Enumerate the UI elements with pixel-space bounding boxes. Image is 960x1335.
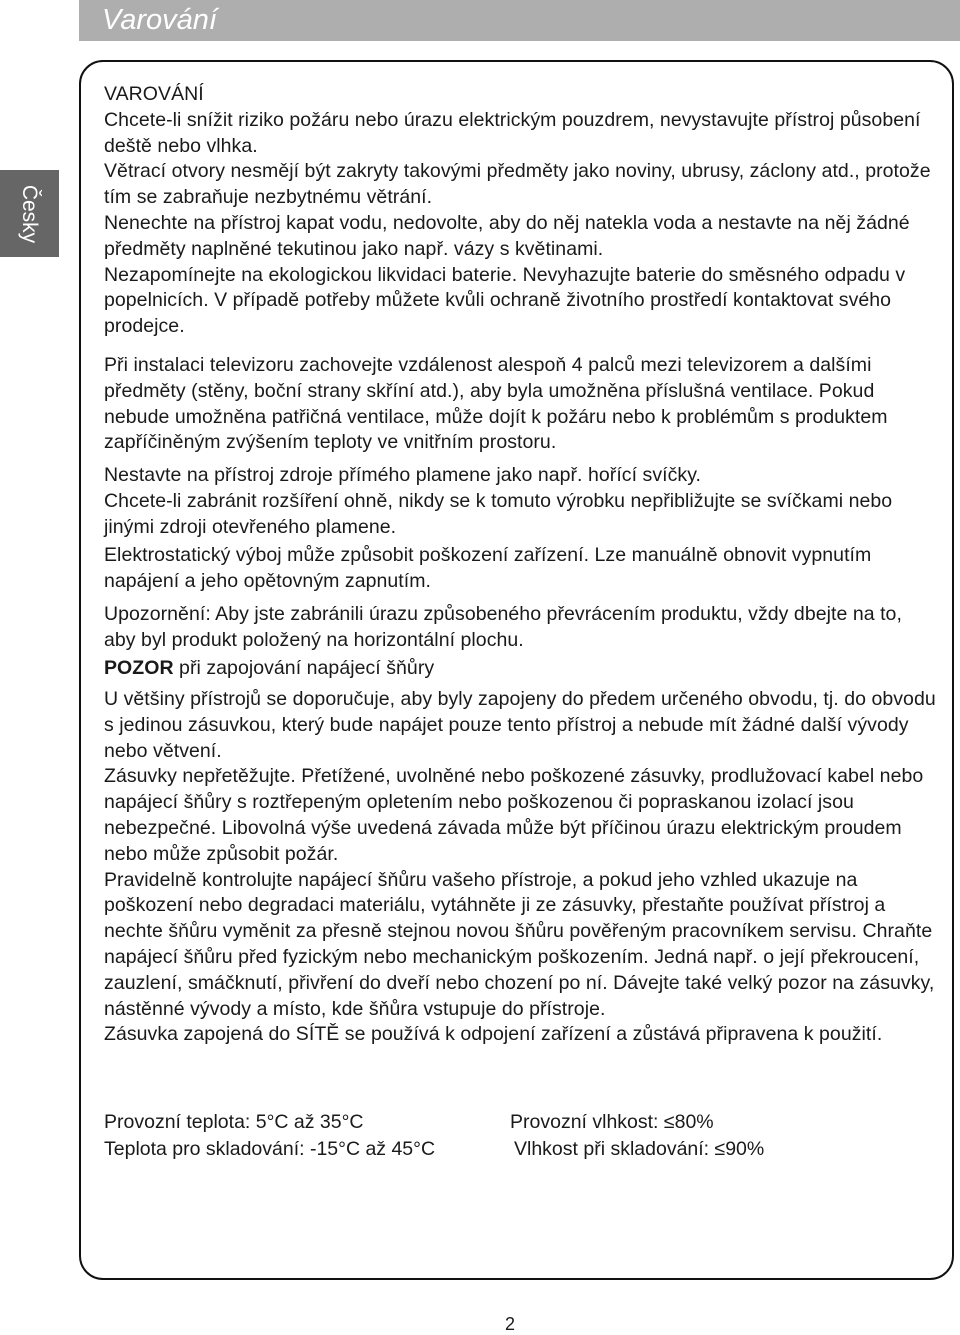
pozor-label: POZOR bbox=[104, 657, 174, 679]
warning-paragraph: Nenechte na přístroj kapat vodu, nedovolte, aby do něj natekla voda a nestavte na něj žádné předměty naplněné tekutinou jako např. vázy s květinami. bbox=[104, 211, 910, 260]
page-number: 2 bbox=[505, 1314, 516, 1334]
page-title: Varování bbox=[102, 4, 217, 36]
flame-paragraph: Nestavte na přístroj zdroje přímého plamene jako např. hořící svíčky. bbox=[104, 464, 702, 486]
power-cord-heading-text: při zapojování napájecí šňůry bbox=[173, 657, 435, 679]
storage-temperature: Teplota pro skladování: -15°C až 45°C bbox=[104, 1138, 436, 1160]
warnings-block-2 bbox=[104, 353, 936, 456]
warnings-block-6 bbox=[104, 656, 936, 682]
power-paragraph: Zásuvka zapojená do SÍTĚ se používá k odpojení zařízení a zůstává připravena k použití. bbox=[104, 1023, 883, 1046]
operating-humidity: Provozní vlhkost: ≤80% bbox=[510, 1111, 714, 1133]
esd-paragraph: Elektrostatický výboj může způsobit poškození zařízení. Lze manuálně obnovit vypnutím napájení a jeho opětovným zapnutím. bbox=[104, 544, 872, 592]
warning-paragraph: Nezapomínejte na ekologickou likvidaci baterie. Nevyhazujte baterie do směsného odpadu v popelnicích. V případě potřeby můžete kvůli ochraně životního prostředí kontaktovat svého prodejce. bbox=[104, 263, 906, 338]
power-cord-heading bbox=[104, 656, 936, 682]
warnings-block-3 bbox=[104, 463, 936, 540]
power-paragraph: U většiny přístrojů se doporučuje, aby byly zapojeny do předem určeného obvodu, tj. do obvodu s jedinou zásuvkou, který bude napájet pouze tento přístroj a nebude mít žádné další vývody nebo větvení. bbox=[104, 688, 936, 762]
power-paragraph: Pravidelně kontrolujte napájecí šňůru vašeho přístroje, a pokud jeho vzhled ukazuje na poškození nebo degradaci materiálu, vytáhněte ji ze zásuvky, přestaňte používat přístroj a nechte šňůru vyměnit za přesně stejnou novou šňůru pověřeným pracovníkem servisu. Chraňte napájecí šňůru před fyzickým nebo mechanickým poškozením. Jedná např. o její překroucení, zauzlení, smáčknutí, přivření do dveří nebo chození po ní. Dávejte také velký pozor na zásuvky, nástěnné vývody a místo, kde šňůra vstupuje do přístroje. bbox=[104, 868, 935, 1020]
warnings-block-1 bbox=[104, 82, 934, 340]
storage-humidity: Vlhkost při skladování: ≤90% bbox=[514, 1138, 765, 1160]
language-tab-label: Česky bbox=[18, 184, 41, 244]
flame-paragraph: Chcete-li zabránit rozšíření ohně, nikdy se k tomuto výrobku nepřibližujte se svíčkami nebo jinými zdroji otevřeného plamene. bbox=[104, 489, 893, 538]
warning-heading: VAROVÁNÍ bbox=[104, 83, 204, 105]
warning-paragraph: Chcete-li snížit riziko požáru nebo úrazu elektrickým pouzdrem, nevystavujte přístroj působení deště nebo vlhka. bbox=[104, 108, 921, 157]
header-bar bbox=[79, 0, 960, 41]
warnings-block-7 bbox=[104, 687, 936, 1048]
power-paragraph: Zásuvky nepřetěžujte. Přetížené, uvolněné nebo poškozené zásuvky, prodlužovací kabel nebo napájecí šňůry s roztřepeným opletením nebo poškozenou či popraskanou izolací jsou nebezpečné. Libovolná výše uvedená závada může být příčinou úrazu elektrickým proudem nebo může způsobit požár. bbox=[104, 765, 924, 865]
warnings-block-5 bbox=[104, 602, 936, 654]
warnings-block-4 bbox=[104, 543, 936, 595]
tipping-paragraph: Upozornění: Aby jste zabránili úrazu způsobeného převrácením produktu, vždy dbejte na to, aby byl produkt položený na horizontální plochu. bbox=[104, 603, 902, 651]
language-tab bbox=[0, 170, 59, 257]
warning-paragraph: Větrací otvory nesmějí být zakryty takovými předměty jako noviny, ubrusy, záclony atd., protože tím se zabraňuje nezbytnému větrání. bbox=[104, 160, 931, 209]
operating-temperature: Provozní teplota: 5°C až 35°C bbox=[104, 1111, 364, 1133]
ventilation-paragraph: Při instalaci televizoru zachovejte vzdálenost alespoň 4 palců mezi televizorem a dalšími předměty (stěny, boční strany skříní atd.), aby byla umožněna příslušná ventilace. Pokud nebude umožněna patřičná ventilace, může dojít k požáru nebo k problémům s produktem zapříčiněným zvýšením teploty ve vnitřním prostoru. bbox=[104, 354, 888, 454]
